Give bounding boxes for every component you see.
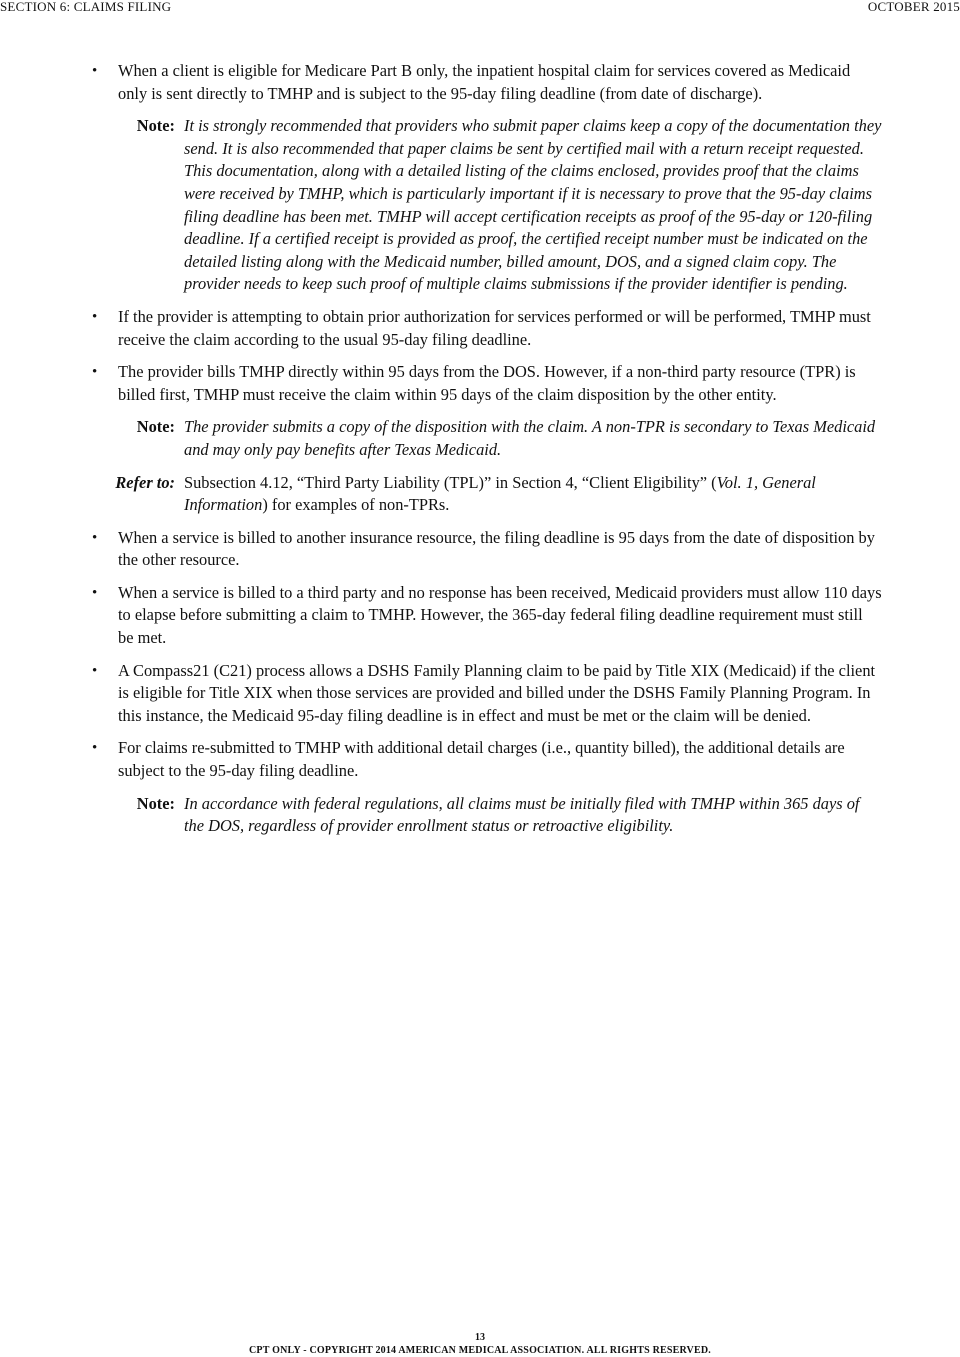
list-item xyxy=(92,60,882,105)
page-footer xyxy=(0,1331,960,1357)
refer-text-part: ) for examples of non-TPRs. xyxy=(262,495,450,515)
section-title: SECTION 6: CLAIMS FILING xyxy=(0,0,172,14)
list-item-text: • A Compass21 (C21) process allows a DSHS Family Planning claim to be paid by Title XIX (Medicaid) if the client is eligible for Title XIX when those services are provided and billed under the DSHS Family Planning Program. In this instance, the Medicaid 95-day filing deadline is in effect and must be met or the claim will be denied. xyxy=(118,660,876,725)
header-date: OCTOBER 2015 xyxy=(867,0,960,14)
refer-text xyxy=(184,472,882,517)
page-header xyxy=(0,0,960,16)
list-item xyxy=(92,582,882,650)
refer-block xyxy=(92,472,882,517)
list-item xyxy=(92,361,882,406)
note-block xyxy=(92,115,882,296)
note-block xyxy=(92,793,882,838)
copyright-notice: CPT ONLY - COPYRIGHT 2014 AMERICAN MEDICAL ASSOCIATION. ALL RIGHTS RESERVED. xyxy=(249,1345,711,1356)
list-item xyxy=(92,527,882,572)
document-body xyxy=(92,60,882,848)
note-block xyxy=(92,416,882,461)
refer-text-italic: Vol. 1, General Information xyxy=(184,472,816,515)
note-label: Note: xyxy=(136,793,175,813)
list-item-text: • The provider bills TMHP directly within 95 days from the DOS. However, if a non-third party resource (TPR) is billed first, TMHP must receive the claim within 95 days of the claim disposition by the other entity. xyxy=(118,362,856,404)
note-label: Note: xyxy=(136,417,175,437)
list-item xyxy=(92,306,882,351)
list-item-text: • When a service is billed to a third party and no response has been received, Medicaid providers must allow 110 days to elapse before submitting a claim to TMHP. However, the 365-day federal filing deadline requirement must still be met. xyxy=(118,582,882,648)
note-label: Note: xyxy=(136,116,175,136)
note-text: The provider submits a copy of the disposition with the claim. A non-TPR is secondary to Texas Medicaid and may only pay benefits after Texas Medicaid. xyxy=(184,417,876,459)
note-text: It is strongly recommended that providers who submit paper claims keep a copy of the documentation they send. It is also recommended that paper claims be sent by certified mail with a return receipt requested. This documentation, along with a detailed listing of the claims enclosed, provides proof that the claims were received by TMHP, which is particularly important if it is necessary to prove that the 95-day claims filing deadline has been met. TMHP will accept certification receipts as proof of the 95-day or 120-filing deadline. If a certified receipt is provided as proof, the certified receipt number must be indicated on the detailed listing along with the Medicaid number, billed amount, DOS, and a signed claim copy. The provider needs to keep such proof of multiple claims submissions if the provider identifier is pending. xyxy=(184,116,882,294)
note-text: In accordance with federal regulations, all claims must be initially filed with TMHP within 365 days of the DOS, regardless of provider enrollment status or retroactive eligibility. xyxy=(184,793,860,836)
list-item-text: • If the provider is attempting to obtain prior authorization for services performed or will be performed, TMHP must receive the claim according to the usual 95-day filing deadline. xyxy=(118,306,871,349)
list-item-text: • When a service is billed to another insurance resource, the filing deadline is 95 days from the date of disposition by the other resource. xyxy=(118,527,875,570)
refer-text-part: Subsection 4.12, “Third Party Liability (TPL)” in Section 4, “Client Eligibility” ( xyxy=(184,472,717,492)
page-number: 13 xyxy=(475,1332,485,1343)
list-item-text: • When a client is eligible for Medicare Part B only, the inpatient hospital claim for services covered as Medicaid only is sent directly to TMHP and is subject to the 95-day filing deadline (from date of discharge). xyxy=(118,61,851,103)
list-item xyxy=(92,660,882,728)
list-item-text: • For claims re-submitted to TMHP with additional detail charges (i.e., quantity billed), the additional details are subject to the 95-day filing deadline. xyxy=(118,738,845,781)
list-item xyxy=(92,737,882,782)
refer-label: Refer to: xyxy=(115,472,175,492)
